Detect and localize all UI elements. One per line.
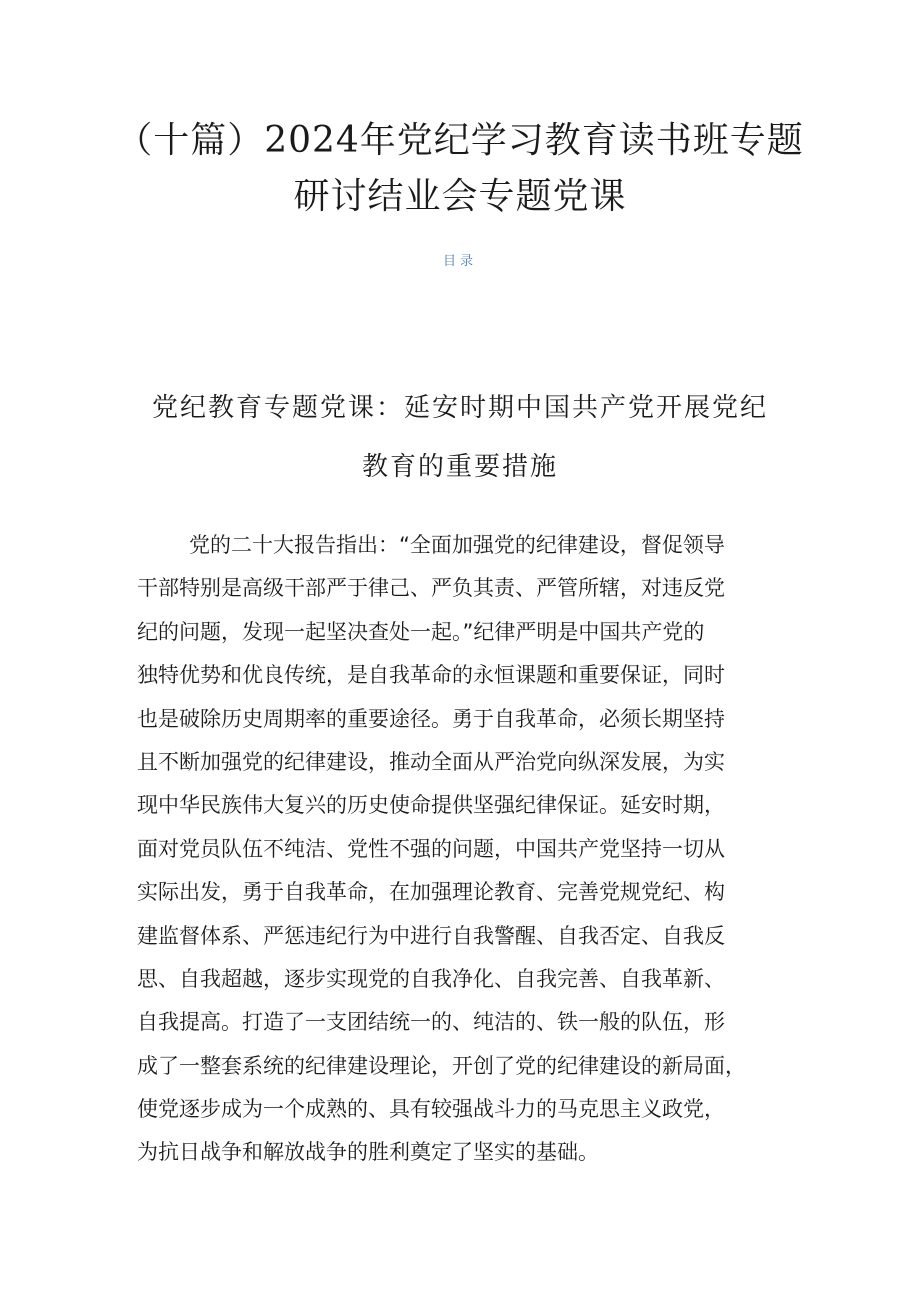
table-of-contents-link[interactable]: 目录 xyxy=(442,254,477,269)
paragraph-line: 自我提高。打造了一支团结统一的、纯洁的、铁一般的队伍，形 xyxy=(137,1010,725,1035)
paragraph-line: 也是破除历史周期率的重要途径。勇于自我革命，必须长期坚持 xyxy=(137,706,725,731)
paragraph-line: 面对党员队伍不纯洁、党性不强的问题，中国共产党坚持一切从 xyxy=(137,836,725,861)
paragraph-line: 干部特别是高级干部严于律己、严负其责、严管所辖，对违反党 xyxy=(137,576,725,601)
paragraph-line: 党的二十大报告指出：“全面加强党的纪律建设，督促领导 xyxy=(189,533,725,557)
document-title-line-2: 研讨结业会专题党课 xyxy=(293,176,627,217)
paragraph-line: 独特优势和优良传统，是自我革命的永恒课题和重要保证，同时 xyxy=(137,663,725,688)
document-title-line-1: （十篇）2024年党纪学习教育读书班专题 xyxy=(116,120,804,161)
section-title-line-2: 教育的重要措施 xyxy=(361,452,558,482)
paragraph-line: 思、自我超越，逐步实现党的自我净化、自我完善、自我革新、 xyxy=(137,966,725,991)
body-paragraph xyxy=(137,524,817,1175)
paragraph-line: 纪的问题，发现一起坚决查处一起。”纪律严明是中国共产党的 xyxy=(137,619,705,644)
paragraph-line: 成了一整套系统的纪律建设理论，开创了党的纪律建设的新局面， xyxy=(137,1053,746,1078)
paragraph-line: 现中华民族伟大复兴的历史使命提供坚强纪律保证。延安时期， xyxy=(137,793,725,818)
paragraph-line: 为抗日战争和解放战争的胜利奠定了坚实的基础。 xyxy=(137,1140,599,1165)
section-title-line-1: 党纪教育专题党课：延安时期中国共产党开展党纪 xyxy=(151,393,768,423)
paragraph-line: 且不断加强党的纪律建设，推动全面从严治党向纵深发展，为实 xyxy=(137,749,725,774)
paragraph-line: 建监督体系、严惩违纪行为中进行自我警醒、自我否定、自我反 xyxy=(137,923,725,948)
paragraph-line: 实际出发，勇于自我革命，在加强理论教育、完善党规党纪、构 xyxy=(137,880,725,905)
paragraph-line: 使党逐步成为一个成熟的、具有较强战斗力的马克思主义政党， xyxy=(137,1097,725,1122)
